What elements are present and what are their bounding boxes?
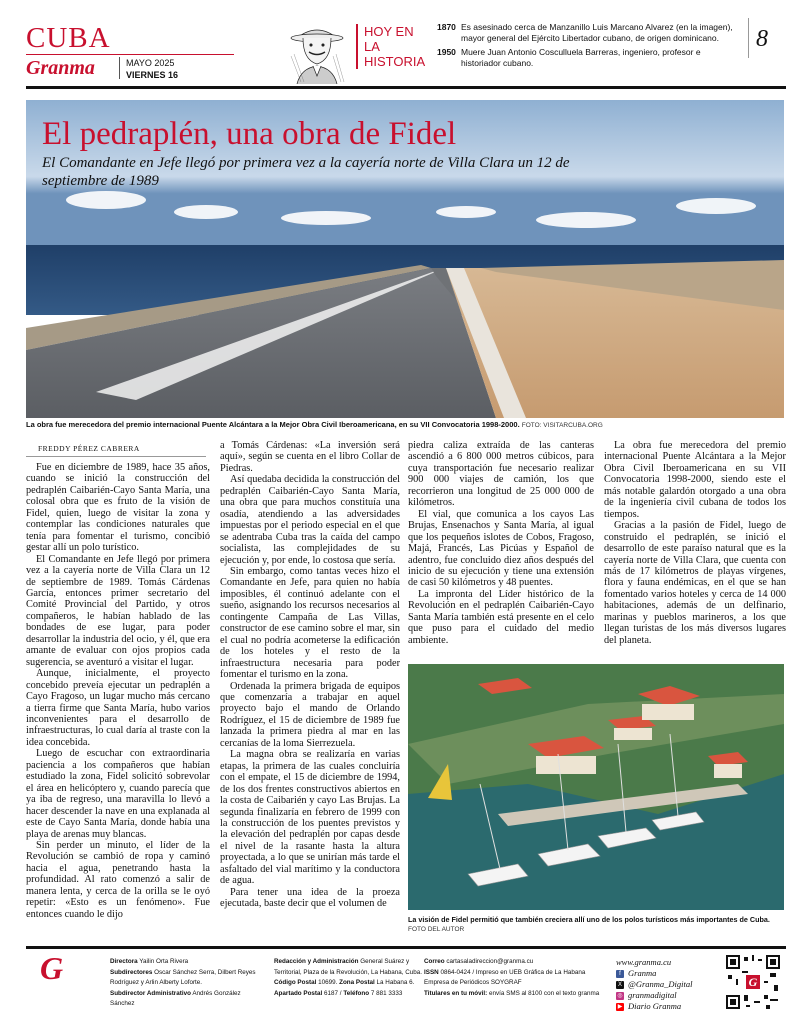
- marina-photo: [408, 664, 784, 910]
- hero-photo-caption: La obra fue merecedora del premio internacional Puente Alcántara a la Mejor Obra Civil Iberoamericana, en su VII Convocatoria 1998-2000. FOTO: VISITARCUBA.ORG: [26, 420, 603, 429]
- paragraph: El vial, que comunica a los cayos Las Brujas, Ensenachos y Santa María, al igual que los pequeños islotes de Cobos, Fragoso, Majá, Francés, Las Picúas y Español de adentro, fue concluido diez años después del inicio de su ejecución y tiene una extensión de casi 50 kilómetros y 48 puentes.: [408, 508, 594, 589]
- paragraph: Fue en diciembre de 1989, hace 35 años, cuando se inició la construcción del pedraplén Caibarién-Cayo Santa María, una colosal obra que es fruto de la visión de Fidel, quien, luego de visitar la zona y contemplar las condiciones naturales que tenía para fomentar el turismo, concibió gestar allí un polo turístico.: [26, 462, 210, 554]
- facebook-icon: f: [616, 970, 624, 978]
- social-link-x[interactable]: X @Granma_Digital: [617, 979, 693, 989]
- paragraph: Sin perder un minuto, el líder de la Revolución se cambió de ropa y caminó hacia el agua, penetrando hasta la profundidad. Al rato comenzó a salir de manera lenta, y cerca de la orilla se le oyó repetir: «Esto es un fenómeno». Fue entonces cuando le dijo: [26, 839, 210, 920]
- paragraph: Gracias a la pasión de Fidel, luego de construido el pedraplén, se inició el desarrollo de este paraíso natural que es la cayería norte de Villa Clara, que cuenta con más de 17 kilómetros de playas vírgenes, flora y fauna endémicas, en el que se han fomentado varios hoteles y cerca de 14 000 habitaciones, además de un delfinario, marinas y pueblos marineros, a los que llegan turistas de los más diversos lugares del planeta.: [604, 520, 786, 646]
- social-link-facebook[interactable]: f Granma: [616, 968, 716, 979]
- footer-line: Redacción y Administración General Suárez y Territorial, Plaza de la Revolución, La Habana, Cuba.: [274, 958, 423, 976]
- footer-contact: [424, 957, 614, 999]
- section-title: CUBA: [26, 22, 111, 54]
- text-column-1: [26, 462, 210, 938]
- issue-month: MAYO 2025: [126, 58, 175, 68]
- text-column-3: [408, 440, 594, 662]
- text-column-4: [604, 440, 786, 662]
- footer-line: Apartado Postal 6187 / Teléfono 7 881 3333: [274, 989, 403, 997]
- paragraph: Así quedaba decidida la construcción del pedraplén Caibarién-Cayo Santa María, una obra que para muchos constituía una osadía, atendiendo a las adversidades impuestas por el periodo especial en el que se adentraba Cuba tras la caída del campo socialista, las complejidades de su ejecución y, por ende, lo costosa que sería.: [220, 474, 400, 566]
- hero-photo-credit: FOTO: VISITARCUBA.ORG: [521, 422, 603, 429]
- article-title: El pedraplén, una obra de Fidel: [42, 116, 457, 152]
- footer-address: [274, 957, 424, 999]
- text-column-2: [220, 440, 400, 938]
- paragraph: Luego de escuchar con extraordinaria paciencia a los compañeros que habían estudiado la zona, Fidel solicitó sobrevolar el área en helicóptero y, cuando parecía que ya iba de regreso, una maravilla lo llevó a hacer descender la nave en una explanada al este de Cayo Santa María, donde había una playa de arenas muy blancas.: [26, 748, 210, 840]
- footer-line: Directora Yailin Orta Rivera: [110, 958, 189, 965]
- paragraph: Ordenada la primera brigada de equipos que comenzaría a trabajar en aquel proyecto bajo el mando de Orlando Rodríguez, el 15 de diciembre de 1989 fue lanzada la primera piedra al mar en las cercanías de la loma Sierrezuela.: [220, 680, 400, 749]
- footer-line: Subdirectores Oscar Sánchez Serra, Dilbert Reyes Rodríguez y Arlin Alberty Loforte.: [110, 968, 256, 986]
- paragraph: La obra fue merecedora del premio internacional Puente Alcántara a la Mejor Obra Civil Iberoamericana en su VII Convocatoria 1998-2000, siendo este el más notable galardón otorgado a una obra de la ingeniería civil cubana de todos los tiempos.: [604, 440, 786, 520]
- issue-day: VIERNES 16: [126, 70, 179, 80]
- history-events: [437, 22, 737, 72]
- footer-line: Código Postal 10699. Zona Postal La Habana 6.: [274, 979, 415, 986]
- footer-social: [616, 957, 716, 1012]
- paragraph: La impronta del Líder histórico de la Revolución en el pedraplén Caibarién-Cayo Santa María también está presente en el celo que puso para el cuidado del medio ambiente.: [408, 588, 594, 646]
- x-icon: X: [617, 981, 622, 988]
- article-deck: El Comandante en Jefe llegó por primera vez a la cayería norte de Villa Clara un 12 de septiembre de 1989: [42, 155, 570, 189]
- footer-line: ISSN 0864-0424 / Impreso en UEB Gráfica de La Habana: [424, 968, 586, 976]
- paragraph: Aunque, inicialmente, el proyecto concebido preveía ejecutar un pedraplén a Cayo Fragoso, un lugar mucho más cercano a tierra firme que Santa María, hubo varios inconvenientes para el desarrollo de infraestructuras, lo cual daría al traste con la idea concebida.: [26, 668, 210, 748]
- byline-rule: [26, 456, 206, 457]
- footer: [26, 946, 786, 1012]
- footer-line: Subdirector Administrativo Andrés González Sánchez: [110, 989, 241, 1007]
- portrait-illustration: [283, 16, 351, 84]
- history-event: 1870 Es asesinado cerca de Manzanillo Luis Marcano Alvarez (en la imagen), mayor general del Ejército Libertador cubano, de origen dominicano.: [437, 22, 733, 43]
- history-label: HOY EN LA HISTORIA: [356, 24, 428, 69]
- brand-logo[interactable]: Granma: [26, 57, 95, 79]
- paragraph: La magna obra se realizaría en varias etapas, la primera de las cuales concluiría con el empate, el 15 de diciembre de 1994, de los dos frentes constructivos abiertos en la costa de Caibarién y cayo Las Brujas. La segunda finalizaría en febrero de 1999 con la construcción de los puentes previstos y la elevación del pedraplén por capas desde el nivel de la rasante hasta la altura proyectada, a lo que se unirían más tarde el asfaltado del vial marítimo y la conductora de agua.: [220, 749, 400, 887]
- footer-staff: [110, 957, 260, 1010]
- masthead-rule: [26, 86, 786, 89]
- youtube-icon: ▶: [617, 1003, 623, 1010]
- website-link[interactable]: www.granma.cu: [616, 957, 672, 967]
- paragraph: a Tomás Cárdenas: «La inversión será aquí», según se cuenta en el libro Collar de Piedras.: [220, 440, 400, 474]
- footer-line: Correo cartasaladireccion@granma.cu: [424, 958, 534, 965]
- social-link-youtube[interactable]: ▶ Diario Granma: [617, 1001, 682, 1011]
- paragraph: El Comandante en Jefe llegó por primera vez a la cayería norte de Villa Clara un 12 de septiembre de 1989. Tomás Cárdenas García, entonces primer secretario del Comité Provincial del Partido, y otros compañeros, le habían hablado de las bondades de ese lugar, para poder desarrollar la industria del ocio, y él, que era amante de evaluar con ojos propios cada sugerencia, se aventuró a visitar el lugar.: [26, 553, 210, 668]
- qr-code[interactable]: [726, 955, 780, 1009]
- svg-text:G: G: [748, 975, 758, 990]
- social-link-instagram[interactable]: ◎ granmadigital: [617, 990, 677, 1000]
- instagram-icon: ◎: [617, 992, 623, 999]
- masthead: [0, 0, 800, 90]
- footer-logo[interactable]: G: [40, 950, 64, 986]
- paragraph: Para tener una idea de la proeza ejecutada, baste decir que el volumen de: [220, 886, 400, 910]
- history-event: 1950 Muere Juan Antonio Cosculluela Barreras, ingeniero, profesor e historiador cubano.: [437, 47, 701, 68]
- marina-photo-credit: FOTO DEL AUTOR: [408, 926, 465, 933]
- footer-line: Empresa de Periódicos SOYGRAF: [424, 979, 522, 986]
- article-byline: FREDDY PÉREZ CABRERA: [38, 444, 140, 453]
- page-number: 8: [756, 26, 768, 52]
- marina-photo-caption: La visión de Fidel permitió que también creciera allí uno de los polos turísticos más importantes de Cuba. FOTO DEL AUTOR: [408, 915, 770, 933]
- paragraph: piedra caliza extraída de las canteras ascendió a 6 800 000 metros cúbicos, para cuya transportación fue necesario realizar 900 000 viajes de camión, los que recorrieron una longitud de 25 000 000 de kilómetros.: [408, 440, 594, 509]
- email-link[interactable]: cartasaladireccion@granma.cu: [446, 958, 534, 965]
- masthead-divider: [119, 57, 120, 79]
- footer-line: Titulares en tu móvil: envía SMS al 8100 con el texto granma: [424, 989, 600, 997]
- paragraph: Sin embargo, como tantas veces hizo el Comandante en Jefe, para quien no había imposibles, él continuó adelante con el sueño, asignando los recursos necesarios al contingente Campaña de Las Villas, constructor de ese camino sobre el mar, sin el cual no podría acometerse la edificación de los hoteles y el resto de la infraestructura necesaria para poder fomentar el turismo en la zona.: [220, 565, 400, 681]
- section-rule: [26, 54, 234, 55]
